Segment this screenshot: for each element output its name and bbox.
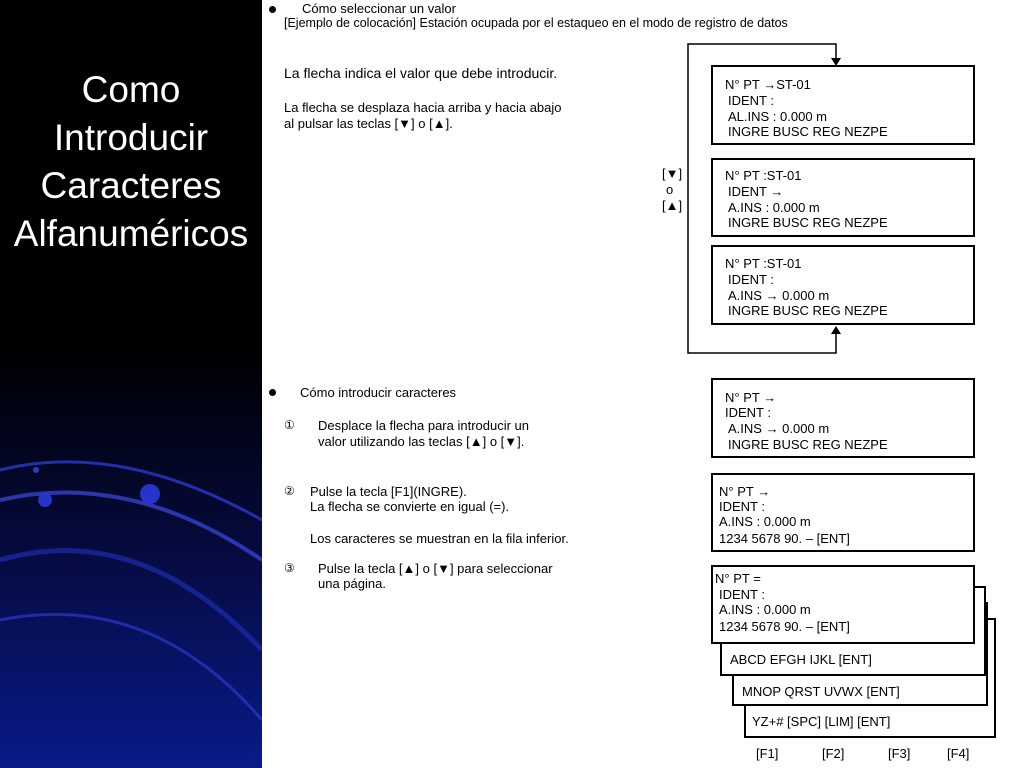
lcd-row: YZ+# [SPC] [LIM] [ENT] [752,714,891,729]
lcd-screen [711,565,975,644]
or-label: o [666,182,674,197]
f3-key-label: [F3] [888,746,911,761]
lcd-row: 1234 5678 90. – [ENT] [719,619,850,634]
title-line: Como [81,69,181,110]
lcd-row: A.INS : 0.000 m [719,602,811,617]
lcd-row: ABCD EFGH IJKL [ENT] [730,652,872,667]
lcd-screen [711,158,975,237]
title-panel [0,0,262,768]
section1-example: [Ejemplo de colocación] Estación ocupada por el estaqueo en el modo de registro de datos [284,16,788,30]
down-key-label: [▼] [662,166,683,181]
lcd-row: IDENT : [728,93,774,108]
step-number: ② [284,484,295,498]
step2-line1: Pulse la tecla [F1](INGRE). [310,484,467,499]
bullet [269,389,276,396]
lcd-row: IDENT : [728,272,774,287]
f2-key-label: [F2] [822,746,845,761]
lcd-screen [711,245,975,325]
step-number: ③ [284,561,295,575]
lcd-row: A.INS → 0.000 m [728,421,830,436]
step3-line1: Pulse la tecla [▲] o [▼] para seleccionar [318,561,553,576]
lcd-row: A.INS → 0.000 m [728,288,830,303]
manual-page [262,0,1024,768]
step1-line1: Desplace la flecha para introducir un [318,418,530,433]
lcd-row: IDENT : [719,499,765,514]
lcd-row: INGRE BUSC REG NEZPE [728,303,888,318]
section1-p2-line2: al pulsar las teclas [▼] o [▲]. [284,116,453,131]
lcd-screen [711,65,975,145]
lcd-row: A.INS : 0.000 m [728,200,820,215]
step1-line2: valor utilizando las teclas [▲] o [▼]. [318,434,525,449]
title-line: Introducir [53,117,209,158]
section1-heading: Cómo seleccionar un valor [302,1,456,16]
lcd-row: IDENT → [728,184,784,199]
lcd-row: INGRE BUSC REG NEZPE [728,437,888,452]
lcd-row: AL.INS : 0.000 m [728,109,827,124]
bullet [269,6,276,13]
step3-line2: una página. [318,576,386,591]
lcd-screen [711,473,975,552]
slide-title [0,66,262,258]
lcd-row: N° PT = [715,571,761,586]
section1-p2-line1: La flecha se desplaza hacia arriba y hacia abajo [284,100,562,115]
lcd-row: IDENT : [725,405,771,420]
lcd-row: 1234 5678 90. – [ENT] [719,531,850,546]
lcd-row: INGRE BUSC REG NEZPE [728,124,888,139]
lcd-row: MNOP QRST UVWX [ENT] [742,684,900,699]
step2-line3: Los caracteres se muestran en la fila inferior. [310,531,569,546]
lcd-row: N° PT :ST-01 [725,168,802,183]
lcd-row: INGRE BUSC REG NEZPE [728,215,888,230]
lcd-row: IDENT : [719,587,765,602]
lcd-row: N° PT → [719,484,771,499]
lcd-row: N° PT → [725,390,777,405]
lcd-row: A.INS : 0.000 m [719,514,811,529]
lcd-screen [711,378,975,458]
up-key-label: [▲] [662,198,683,213]
title-line: Alfanuméricos [13,213,249,254]
f4-key-label: [F4] [947,746,970,761]
title-line: Caracteres [40,165,222,206]
lcd-row: N° PT →ST-01 [725,77,811,92]
section1-p1: La flecha indica el valor que debe introducir. [284,65,558,81]
step2-line2: La flecha se convierte en igual (=). [310,499,510,514]
f1-key-label: [F1] [756,746,779,761]
lcd-row: N° PT :ST-01 [725,256,802,271]
step-number: ① [284,418,295,432]
section2-heading: Cómo introducir caracteres [300,385,457,400]
